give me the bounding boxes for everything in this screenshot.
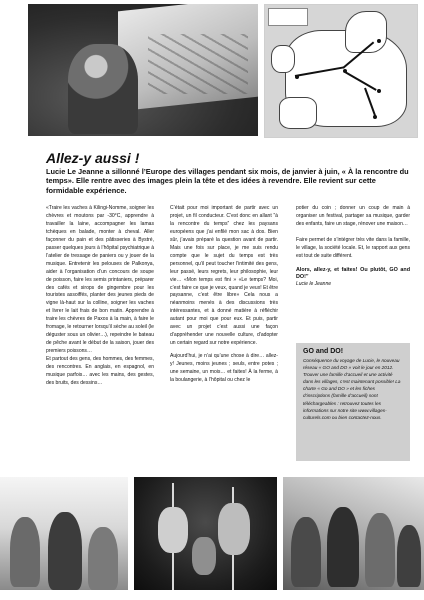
photo-person	[397, 525, 421, 587]
column-3-paragraph-2: Faire permet de s’intégrer très vite dans la famille, le village, la société locale. Et, le rapport aux gens est tout de suite différent.	[296, 236, 410, 259]
photo-puppet	[158, 507, 188, 553]
photo-puppet	[218, 503, 250, 555]
photo-puppet	[192, 537, 216, 575]
map-british-isles	[271, 45, 295, 73]
europe-route-map	[264, 4, 418, 138]
photo-person	[365, 513, 395, 587]
info-box-title: GO and DO!	[303, 348, 344, 355]
go-and-do-info-box	[296, 343, 410, 461]
column-1-paragraph-1: «Traire les vaches à Kilingi-Nomme, soigner les chèvres et moutons par -30°C, apprendre à travailler la laine, accompagner les lamas tchèques en balade, monter à cheval. Aller façonner du pain et des pâtisseries à Bystré, passer quelques jours à l’hôpital psychiatrique à l’atelier de tressage de paniers ou y jouer de la musique. Entretenir les pelouses de Palkonya, aider à l’organisation d’un concours de soupe de poisson, faire les semis printaniers, préparer des cafés et sirops de gingembre pour les touristes assoiffés, planter des jeunes pieds de vigne là-haut sur la colline, soigner les vaches et livrer le lait frais de bon matin. Apprendre à traire les chèvres de Paxos à la main, à faire le fromage, le retourner lorsqu’il sèche au soleil (le déguster sous un olivier…), repeindre le bateau de pêche avant le début de la saison, jouer des premiers poissons…	[46, 205, 154, 355]
map-stop-dot	[295, 75, 299, 79]
photo-paint-strokes	[148, 34, 248, 94]
article-column-2	[170, 205, 278, 385]
photo-painter-figure	[68, 44, 138, 134]
info-box-text: Conséquence du voyage de Lucie, le nouveau réseau « GO and DO » voit le jour en 2012. Trouver une famille d’accueil et une activité dans les villages, c’est maintenant possible! La charte « Go and DO » et les fiches d’inscriptions (famille d’accueil) sont téléchargeables : retrouvez toutes les informations sur notre site www.villages-culturels.com ou bien contactez-nous.	[303, 358, 401, 420]
photo-family-table	[283, 477, 424, 590]
article-column-1	[46, 205, 154, 388]
map-legend	[268, 8, 308, 26]
map-stop-dot	[377, 39, 381, 43]
photo-person	[327, 507, 359, 587]
map-stop-dot	[343, 69, 347, 73]
column-2-paragraph-2: Aujourd’hui, je n’ai qu’une chose à dire… allez-y! Jeunes, moins jeunes ; seuls, entre potes ; une semaine, un mois… et faites! À la ferme, à la boulangerie, à l’hôpital ou chez le	[170, 353, 278, 384]
photo-puppets-night	[134, 477, 277, 590]
article-headline: Allez-y aussi !	[46, 150, 140, 166]
map-iberia	[279, 97, 317, 129]
photo-person	[88, 527, 118, 590]
photo-kitchen-group	[0, 477, 128, 590]
article-column-3	[296, 205, 410, 288]
photo-person	[48, 512, 82, 590]
article-intro: Lucie Le Jeanne a sillonné l’Europe des villages pendant six mois, de janvier à juin, « À la rencontre du temps». Elle rentre avec des images plein la tête et des idées à revendre. Elle revient sur cette formidable expérience.	[46, 167, 409, 195]
column-1-paragraph-2: Et partout des gens, des hommes, des femmes, des rencontres. En anglais, en espagnol, en musique parfois… avec les mains, des gestes, des bruits, des dessins…	[46, 356, 154, 386]
photo-person	[291, 517, 321, 587]
column-2-paragraph-1: C’était pour moi important de partir avec un projet, un fil conducteur. C’est donc en allant “à la rencontre du temps” chez les paysans européens que j’ai enfilé mon sac à dos. Bien sûr, j’avais préparé la question avant de partir. Mais une fois sur place, je me suis rendu compte que le sujet du temps est très personnel, qu’il peut toucher l’intimité des gens, leur passé, leurs regrets, leur philosophie, leur vie… «Mon temps est fini » «Le temps? Moi, c’est faire ce que je veux, quand je veux! Et être paysanne, c’est être libre» Cela nous a néanmoins menés à des discussions très intéressantes, et à donné matière à réfléchir autant pour moi que pour eux. Et puis, partir avec un projet c’est aussi une façon d’appréhender une nouvelle culture, d’adopter un certain regard sur notre expérience.	[170, 205, 278, 347]
call-to-action: Alors, allez-y, et faites! Ou plutôt, GO and DO!”	[296, 266, 410, 280]
map-stop-dot	[377, 89, 381, 93]
column-3-paragraph-1: potier du coin ; donner un coup de main à organiser un festival, partager sa musique, garder des enfants, faire un stage, rénover une maison…	[296, 205, 410, 227]
photo-person	[10, 517, 40, 587]
author-signature: Lucie le Jeanne	[296, 281, 332, 288]
photo-painting-mural	[28, 4, 258, 136]
map-stop-dot	[373, 115, 377, 119]
